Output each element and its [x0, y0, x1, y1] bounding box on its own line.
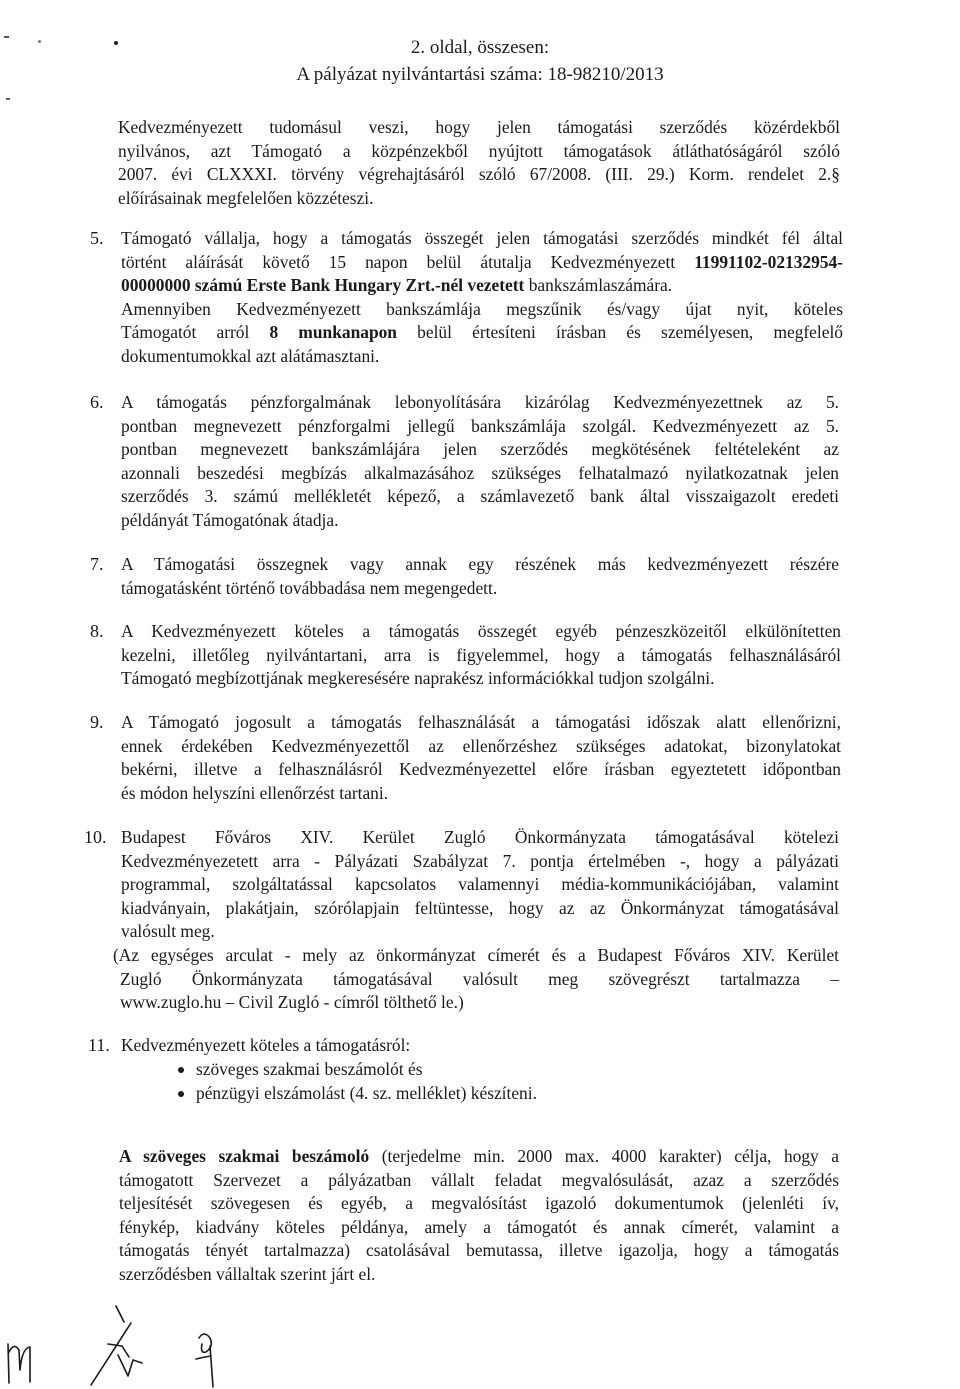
text-line: Kedvezményezett tudomásul veszi, hogy jelen támogatási szerződés közérdekből — [118, 117, 840, 137]
section-10-note — [113, 944, 839, 1015]
text-span: történt aláírását követő 15 napon belül átutalja Kedvezményezett — [121, 251, 676, 272]
page-number: 2. oldal, összesen: — [410, 37, 550, 58]
text-line: kiadványain, plakátjain, szórólapjain feltüntesse, hogy az az Önkormányzat támogatásával — [121, 897, 839, 918]
text-span: belül értesíteni írásban és személyesen, megfelelő — [417, 322, 843, 343]
text-span: bankszámlaszámára. — [528, 275, 673, 296]
text-span: (terjedelme min. 2000 max. 4000 karakter) célja, hogy a — [381, 1146, 839, 1166]
text-line: fénykép, kiadvány köteles példánya, amely a támogatót és annak címerét, valamint a — [119, 1216, 839, 1237]
text-line: Támogató megbízottjának megkeresésére naprakész információkkal tudjon szolgálni. — [121, 668, 715, 689]
text-line: és módon helyszíni ellenőrzést tartani. — [121, 782, 389, 803]
bank-account-number: 11991102-02132954- — [694, 251, 843, 272]
intro-paragraph — [118, 116, 840, 210]
section-number: 7. — [90, 554, 104, 574]
report-title-emphasis: A szöveges szakmai beszámoló — [119, 1146, 370, 1166]
text-line: támogatott Szervezet a pályázatban vállalt feladat megvalósulását, azaz a szerződés — [119, 1169, 839, 1190]
text-line — [121, 251, 843, 275]
section-9-paragraph — [121, 711, 841, 805]
text-line: (Az egységes arculat - mely az önkormányzat címerét és a Budapest Főváros XIV. Kerület — [113, 945, 839, 965]
handwritten-initials — [0, 1290, 300, 1389]
section-11-list — [178, 1058, 537, 1105]
section-7-paragraph — [121, 553, 839, 600]
deadline-emphasis: 8 munkanapon — [269, 322, 397, 343]
text-line: támogatás tényét tartalmazza) csatolásával bemutassa, illetve igazolja, hogy a támogatás — [119, 1240, 839, 1261]
text-line: 2007. évi CLXXXI. törvény végrehajtásáról szóló 67/2008. (III. 29.) Korm. rendelet 2.§ — [118, 164, 840, 185]
section-6-paragraph — [121, 391, 839, 533]
section-number: 11. — [88, 1035, 110, 1055]
text-line: példányát Támogatónak átadja. — [121, 509, 339, 530]
text-line: Kedvezményezett köteles a támogatásról: — [121, 1035, 411, 1055]
text-line: Amennyiben Kedvezményezett bankszámlája megszűnik és/vagy újat nyit, köteles — [121, 298, 843, 319]
text-line: programmal, szolgáltatással kapcsolatos valamennyi média-kommunikációjában, valamint — [121, 874, 839, 895]
text-line: valósult meg. — [121, 921, 215, 942]
bank-account-details: 00000000 számú Erste Bank Hungary Zrt.-nél vezetett — [121, 275, 525, 296]
text-line — [121, 274, 843, 298]
text-line: ennek érdekében Kedvezményezettől az ellenőrzéshez szükséges adatokat, bizonylatokat — [121, 735, 841, 756]
section-number: 8. — [90, 621, 104, 641]
text-line: pontban megnevezett bankszámlájára jelen szerződés megkötésének feltételeként az — [121, 439, 839, 460]
page-header — [0, 34, 960, 88]
text-line: Kedvezményezetett arra - Pályázati Szabályzat 7. pontja értelmében -, hogy a pályázati — [121, 850, 839, 871]
text-line — [119, 1145, 839, 1169]
text-line: Támogató vállalja, hogy a támogatás összegét jelen támogatási szerződés mindkét fél által — [121, 228, 843, 248]
section-number: 6. — [90, 392, 104, 412]
section-number: 9. — [90, 712, 104, 732]
text-line: szerződésben vállaltak szerint járt el. — [119, 1263, 376, 1284]
section-11-intro — [121, 1034, 721, 1058]
section-5-paragraph — [121, 227, 843, 369]
list-item: szöveges szakmai beszámolót és — [178, 1058, 537, 1082]
text-line: A támogatás pénzforgalmának lebonyolítására kizárólag Kedvezményezettnek az 5. — [121, 392, 839, 412]
text-line: www.zuglo.hu – Civil Zugló - címről tölthető le.) — [120, 992, 464, 1013]
text-line — [121, 321, 843, 345]
text-line: dokumentumokkal azt alátámasztani. — [121, 345, 380, 366]
application-number: A pályázat nyilvántartási száma: 18-98210/2013 — [296, 64, 664, 85]
list-item: pénzügyi elszámolást (4. sz. melléklet) készíteni. — [178, 1082, 537, 1106]
text-line: A Támogató jogosult a támogatás felhasználását a támogatási időszak alatt ellenőrizni, — [121, 712, 841, 732]
section-10-paragraph — [121, 826, 839, 944]
final-paragraph — [119, 1145, 839, 1287]
section-number: 5. — [90, 228, 104, 248]
section-number: 10. — [84, 827, 107, 847]
text-line: pontban megnevezett pénzforgalmi jellegű bankszámlája szolgál. Kedvezményezett az 5. — [121, 415, 839, 436]
text-line: azonnali beszedési megbízás alkalmazásához szükséges felhatalmazó nyilatkozatnak jelen — [121, 462, 839, 483]
text-line: A Támogatási összegnek vagy annak egy részének más kedvezményezett részére — [121, 554, 839, 574]
text-line: teljesítését szövegesen és egyéb, a megvalósítást igazoló dokumentumok (jelenléti ív, — [119, 1193, 839, 1214]
text-line: előírásainak megfelelően közzéteszi. — [118, 187, 374, 208]
text-line: nyilvános, azt Támogató a közpénzekből nyújtott támogatások átláthatóságáról szóló — [118, 140, 840, 161]
text-line: támogatásként történő továbbadása nem megengedett. — [121, 577, 498, 598]
text-line: bekérni, illetve a felhasználásról Kedvezményezettel előre írásban egyeztetett időpontban — [121, 759, 841, 780]
text-line: A Kedvezményezett köteles a támogatás összegét egyéb pénzeszközeitől elkülönítetten — [121, 621, 841, 641]
text-span: Támogatót arról — [121, 322, 250, 343]
text-line: Budapest Főváros XIV. Kerület Zugló Önkormányzata támogatásával kötelezi — [121, 827, 839, 847]
text-line: Zugló Önkormányzata támogatásával valósult meg szövegrészt tartalmazza – — [120, 968, 839, 989]
text-line: szerződés 3. számú mellékletét képező, a számlavezető bank által visszaigazolt eredeti — [121, 486, 839, 507]
section-8-paragraph — [121, 620, 841, 691]
scan-speck — [6, 98, 10, 100]
text-line: kezelni, illetőleg nyilvántartani, arra is figyelemmel, hogy a támogatás felhasználásáról — [121, 644, 841, 665]
